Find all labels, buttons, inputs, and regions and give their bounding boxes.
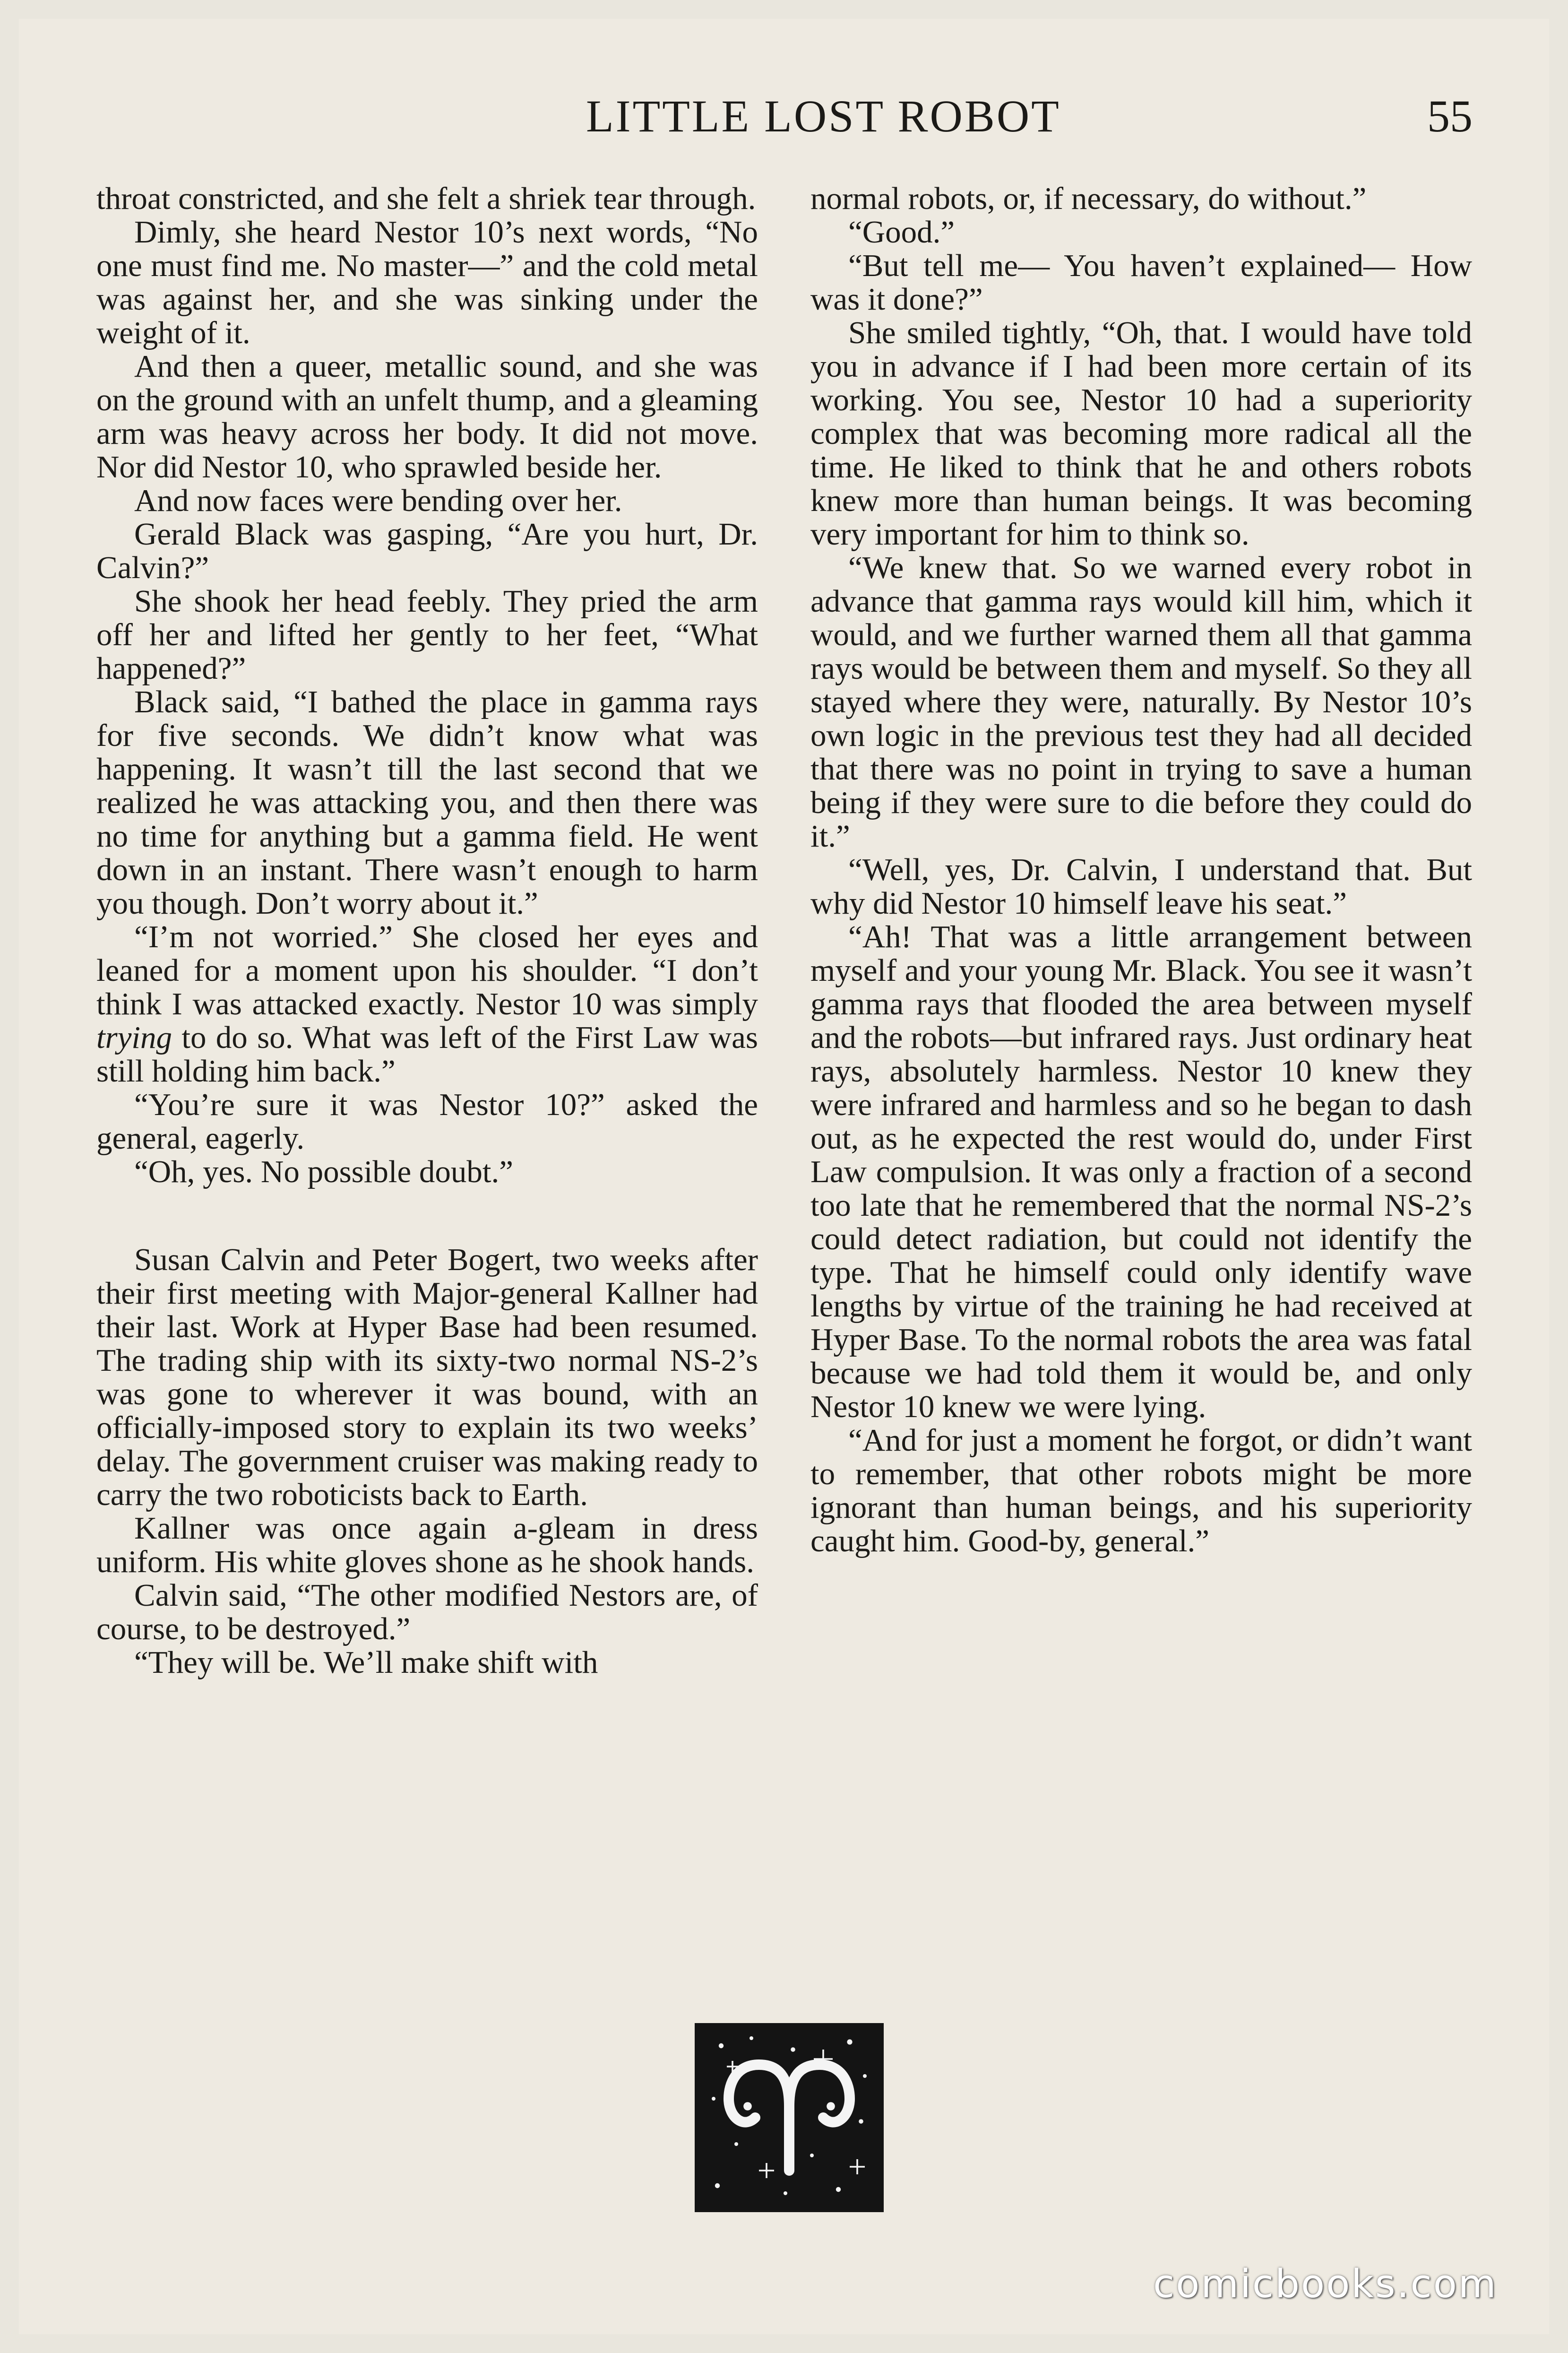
running-title: LITTLE LOST ROBOT: [586, 91, 1061, 141]
paragraph: “And for just a moment he forgot, or didn’t want to remember, that other robots might be more ignorant than human beings, and his superiority caught him. Good-by, general.”: [810, 1423, 1472, 1558]
paragraph: “You’re sure it was Nestor 10?” asked the general, eagerly.: [96, 1087, 758, 1156]
paragraph: “Ah! That was a little arrangement between myself and your young Mr. Black. You see it wasn’t gamma rays that flooded the area between myself and the robots—but infrared rays. Just ordinary heat rays, absolutely harmless. Nestor 10 knew they were infrared and harmless and so he began to dash out, as he expected the rest would do, under First Law compulsion. It was only a fraction of a second too late that he remembered that the normal NS-2’s could detect radiation, but could not identify the type. That he himself could only identify wave lengths by virtue of the training he had received at Hyper Base. To the normal robots the area was fatal because we had told them it would be, and only Nestor 10 knew we were lying.: [810, 919, 1472, 1424]
paragraph: throat constricted, and she felt a shriek tear through.: [96, 181, 756, 216]
aries-symbol-graphic: [695, 2023, 884, 2212]
aries-zodiac-icon: [695, 2023, 884, 2212]
paragraph: And now faces were bending over her.: [134, 483, 622, 518]
paragraph: “They will be. We’ll make shift with: [134, 1645, 598, 1680]
paragraph: “But tell me— You haven’t explained— How was it done?”: [810, 248, 1472, 317]
paragraph-text: “I’m not worried.” She closed her eyes and leaned for a moment upon his shoulder. “I don’t think I was attacked exactly. Nestor 10 was simply: [96, 919, 758, 1021]
paragraph: Black said, “I bathed the place in gamma rays for five seconds. We didn’t know what was happening. It wasn’t till the last second that we realized he was attacking you, and then there was no time for anything but a gamma field. He went down in an instant. There wasn’t enough to harm you though. Don’t worry about it.”: [96, 684, 758, 921]
book-page: [19, 19, 1549, 2334]
paragraph: [96, 920, 758, 1088]
paragraph: She smiled tightly, “Oh, that. I would have told you in advance if I had been more certain of its working. You see, Nestor 10 had a superiority complex that was becoming more radical all the time. He liked to think that he and others robots knew more than human beings. It was becoming very important for him to think so.: [810, 315, 1472, 552]
paragraph: “Good.”: [848, 215, 955, 250]
paragraph: “We knew that. So we warned every robot in advance that gamma rays would kill him, which it would, and we further warned them all that gamma rays would be between them and myself. So they all stayed where they were, naturally. By Nestor 10’s own logic in the previous test they had all decided that there was no point in trying to save a human being if they were sure to die before they could do it.”: [810, 550, 1472, 854]
watermark-text: comicbooks.com: [1153, 2262, 1498, 2307]
page-number: 55: [1427, 91, 1473, 141]
paragraph: She shook her head feebly. They pried the arm off her and lifted her gently to her feet, “What happened?”: [96, 584, 758, 686]
paragraph: And then a queer, metallic sound, and she was on the ground with an unfelt thump, and a gleaming arm was heavy across her body. It did not move. Nor did Nestor 10, who sprawled beside her.: [96, 349, 758, 484]
emphasis-word: trying: [96, 1020, 172, 1055]
paragraph: Calvin said, “The other modified Nestors are, of course, to be destroyed.”: [96, 1578, 758, 1646]
paragraph: “Well, yes, Dr. Calvin, I understand that. But why did Nestor 10 himself leave his seat.”: [810, 852, 1472, 921]
paragraph: Dimly, she heard Nestor 10’s next words, “No one must find me. No master—” and the cold metal was against her, and she was sinking under the weight of it.: [96, 215, 758, 350]
paragraph: “Oh, yes. No possible doubt.”: [134, 1154, 514, 1189]
paragraph: normal robots, or, if necessary, do without.”: [810, 181, 1367, 216]
paragraph: Gerald Black was gasping, “Are you hurt, Dr. Calvin?”: [96, 517, 758, 585]
left-column: [96, 182, 758, 1679]
paragraph-text: to do so. What was left of the First Law was still holding him back.”: [96, 1020, 758, 1089]
page-header: [19, 90, 1549, 147]
paragraph: Susan Calvin and Peter Bogert, two weeks after their first meeting with Major-general Kallner had their last. Work at Hyper Base had been resumed. The trading ship with its sixty-two normal NS-2’s was gone to wherever it was bound, with an officially-imposed story to explain its two weeks’ delay. The government cruiser was making ready to carry the two roboticists back to Earth.: [96, 1242, 758, 1512]
right-column: [810, 182, 1472, 1558]
paragraph: Kallner was once again a-gleam in dress uniform. His white gloves shone as he shook hands.: [96, 1511, 758, 1579]
